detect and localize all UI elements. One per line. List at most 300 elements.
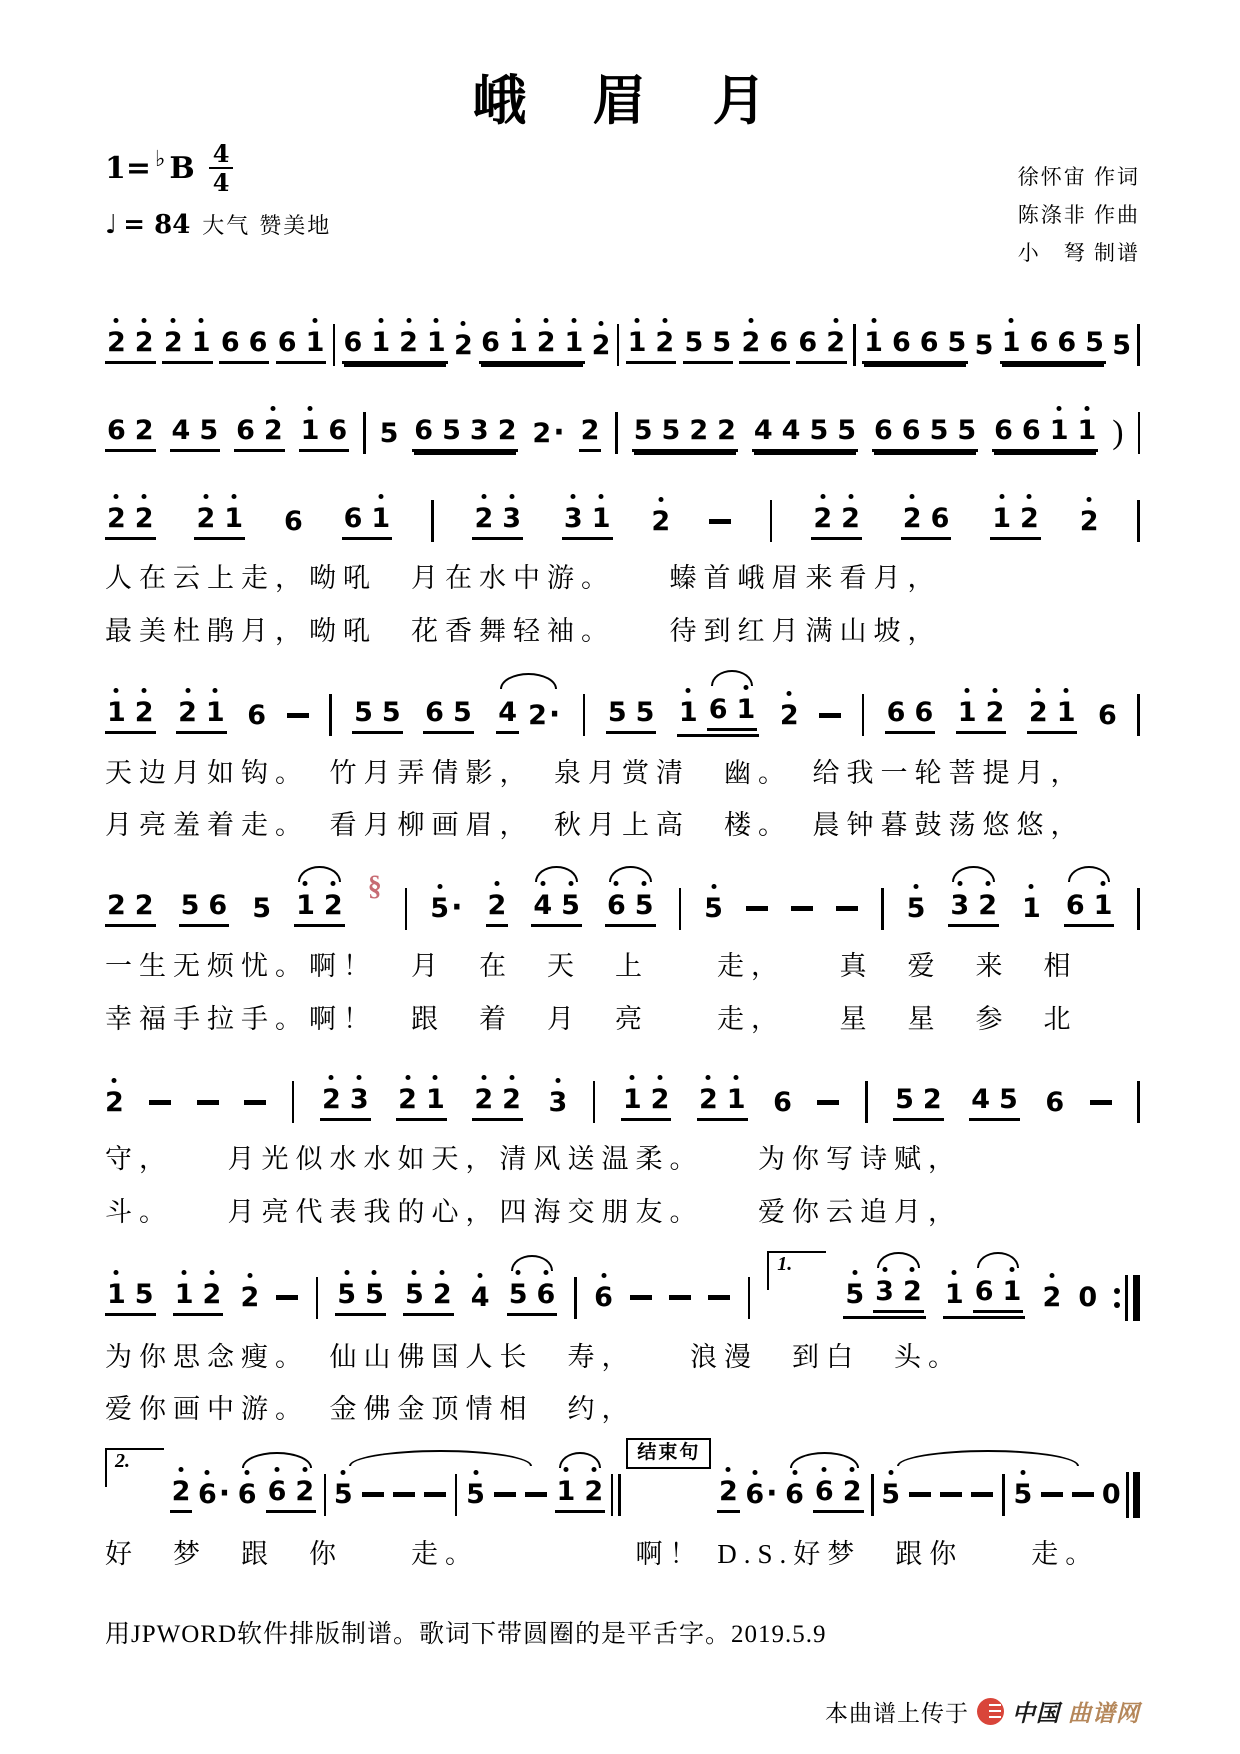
note: 2 — [263, 414, 283, 446]
beam-group — [105, 697, 156, 734]
note: 6 — [343, 502, 363, 534]
note-wrap — [175, 1279, 194, 1310]
lyric-line-2: 月亮羞着走。 看月柳画眉， 秋月上高 楼。 晨钟暮鼓荡悠悠， — [105, 810, 1085, 841]
note-wrap — [809, 415, 828, 446]
beam-group — [105, 890, 156, 927]
note-wrap — [741, 327, 760, 358]
barline — [405, 888, 408, 930]
note-wrap — [634, 415, 653, 446]
beam-group — [194, 503, 245, 540]
note: 3 — [563, 502, 583, 534]
note-wrap — [1022, 415, 1041, 446]
note-wrap — [164, 327, 183, 358]
note: 6 — [1029, 326, 1049, 358]
note-wrap — [241, 1282, 260, 1313]
note: 2 — [779, 699, 799, 731]
 — [1133, 1472, 1140, 1518]
duration-dash — [669, 1295, 691, 1300]
note-wrap — [1112, 330, 1131, 361]
beam-group — [969, 1084, 1020, 1121]
duration-dash — [709, 519, 731, 524]
rest: 0 — [1101, 1479, 1121, 1511]
note: 1 — [627, 326, 647, 358]
note: 5 — [809, 414, 829, 446]
system-8 — [105, 1441, 1140, 1581]
duration-dash — [819, 713, 841, 718]
beam-group — [562, 503, 613, 540]
upload-attribution — [825, 1695, 1140, 1728]
note-wrap — [414, 415, 433, 446]
note: 5 — [845, 1279, 865, 1311]
note: 2 — [497, 414, 517, 446]
note-wrap — [986, 697, 1005, 728]
slur-group — [1064, 890, 1115, 927]
note-wrap — [474, 503, 493, 534]
augmentation-dot: · — [553, 414, 565, 450]
note-wrap — [135, 327, 154, 358]
note-wrap — [1022, 893, 1041, 924]
note: 6 — [886, 696, 906, 728]
barline — [316, 1277, 319, 1319]
note: 2 — [202, 1279, 222, 1311]
note: 2 — [1042, 1282, 1062, 1314]
note: 1 — [107, 1279, 126, 1311]
note: 1 — [107, 696, 126, 728]
duration-dash — [362, 1492, 384, 1497]
note-wrap — [172, 1476, 191, 1507]
note-wrap — [107, 890, 126, 921]
note-wrap — [371, 503, 390, 534]
note-wrap — [380, 418, 399, 449]
note: 5 — [712, 326, 732, 358]
note-wrap — [306, 327, 325, 358]
barline — [329, 694, 332, 736]
note-wrap — [252, 893, 271, 924]
note: 2 — [698, 1083, 718, 1115]
note: 6 — [1057, 326, 1077, 358]
note: 2 — [813, 502, 833, 534]
note: 2 — [134, 502, 154, 534]
barline — [363, 412, 366, 454]
note: 2 — [399, 326, 418, 358]
note: 6 — [414, 414, 434, 446]
note-wrap — [1085, 327, 1104, 358]
barline — [615, 412, 618, 454]
beam-group — [990, 503, 1041, 540]
note: 2 — [134, 890, 154, 922]
note-wrap — [717, 415, 736, 446]
note-wrap — [509, 1279, 528, 1310]
note-wrap — [628, 327, 647, 358]
note-wrap — [454, 330, 473, 361]
note-wrap — [745, 1476, 778, 1512]
system-7 — [105, 1249, 1140, 1436]
beam-group — [717, 1476, 740, 1513]
note: 6 — [267, 1476, 287, 1508]
beam-group — [739, 327, 790, 364]
system-4 — [105, 668, 1140, 852]
barline — [324, 1474, 327, 1516]
volta-label: 2. — [105, 1448, 164, 1487]
duration-dash — [971, 1492, 993, 1497]
key-prefix: 1= — [105, 150, 152, 186]
duration-dash — [494, 1492, 516, 1497]
lyric-line-1: 守， 月光似水水如天，清风送温柔。 为你写诗赋， — [105, 1144, 962, 1175]
note-wrap — [1002, 327, 1021, 358]
note-wrap — [344, 327, 363, 358]
note: 1 — [556, 1476, 576, 1508]
note: 4 — [781, 414, 801, 446]
note-wrap — [1045, 1087, 1064, 1118]
beam-group — [105, 503, 156, 540]
note-wrap — [607, 890, 626, 921]
note-wrap — [470, 415, 489, 446]
note-wrap — [813, 503, 832, 534]
note: 2 — [717, 414, 736, 446]
barline — [574, 1277, 577, 1319]
note-wrap — [685, 327, 704, 358]
note: 5 — [881, 1479, 900, 1511]
note: 2 — [978, 890, 997, 922]
barline — [1137, 500, 1140, 542]
beam-group — [105, 327, 156, 364]
note: 6 — [283, 505, 303, 537]
note: 5 — [180, 890, 200, 922]
note: 5 — [634, 890, 654, 922]
note-wrap — [471, 1282, 490, 1313]
note-wrap — [224, 503, 243, 534]
slur-group — [507, 1279, 558, 1316]
note: 1 — [1093, 890, 1113, 922]
note-wrap — [1030, 327, 1049, 358]
note: 2 — [902, 502, 922, 534]
beam-group — [677, 694, 759, 737]
beam-group — [472, 1084, 523, 1121]
note-wrap — [978, 890, 997, 921]
note: 5 — [661, 414, 681, 446]
note: 2 — [1079, 505, 1099, 537]
note-wrap — [334, 1479, 353, 1510]
note: 1 — [944, 1279, 964, 1311]
note-wrap — [709, 694, 728, 725]
note: 2 — [718, 1476, 738, 1508]
note-wrap — [135, 503, 154, 534]
note-wrap — [208, 890, 227, 921]
final-barline — [1126, 1472, 1140, 1518]
barline — [679, 888, 682, 930]
note-wrap — [105, 1087, 124, 1118]
note: 5 — [957, 414, 977, 446]
note-wrap — [903, 503, 922, 534]
note: 2 — [432, 1279, 452, 1311]
key-tempo-block — [105, 141, 331, 240]
duration-dash — [1072, 1492, 1094, 1497]
note-wrap — [769, 327, 788, 358]
beam-group — [176, 697, 227, 734]
repeat-dots-icon — [1114, 1288, 1120, 1308]
beam-group — [893, 1084, 944, 1121]
note: 6 — [901, 414, 921, 446]
note-wrap — [785, 1479, 804, 1510]
note-wrap — [875, 1276, 894, 1307]
barline — [292, 1081, 295, 1123]
note: 5 — [337, 1279, 357, 1311]
slur-group — [707, 694, 758, 731]
note-wrap — [754, 415, 773, 446]
note-wrap — [488, 890, 507, 921]
beam-group — [342, 503, 393, 540]
note: 5 — [466, 1479, 485, 1511]
note-wrap — [798, 327, 817, 358]
note: 2 — [107, 326, 126, 358]
lyric-line-2: 爱你画中游。 金佛金顶情相 约， — [105, 1394, 636, 1425]
note: 2 — [196, 502, 216, 534]
note-wrap — [135, 1279, 154, 1310]
note: 2 — [650, 1083, 670, 1115]
augmentation-dot: · — [766, 1476, 778, 1512]
note: 5 — [974, 329, 994, 361]
slur-group — [494, 697, 562, 734]
note-wrap — [502, 1084, 521, 1115]
note-wrap — [196, 503, 215, 534]
note: 1 — [224, 502, 244, 534]
note-wrap — [107, 697, 126, 728]
note-wrap — [427, 327, 446, 358]
note-wrap — [247, 700, 266, 731]
note-wrap — [107, 327, 126, 358]
barline — [1137, 694, 1140, 736]
beam-group — [486, 890, 509, 927]
note: 1 — [726, 1083, 746, 1115]
barline — [583, 694, 586, 736]
system-2 — [105, 386, 1140, 464]
note: 6 — [919, 326, 939, 358]
note: 1 — [622, 1083, 642, 1115]
note: 4 — [470, 1282, 490, 1314]
tempo-value: = 84 — [123, 209, 191, 240]
note-wrap — [782, 415, 801, 446]
note-wrap — [328, 415, 347, 446]
 — [1125, 1275, 1128, 1321]
duration-dash — [746, 906, 768, 911]
note-wrap — [238, 1479, 257, 1510]
note-wrap — [920, 327, 939, 358]
duration-dash — [1090, 1100, 1112, 1105]
barline — [593, 1081, 596, 1123]
note-wrap — [284, 506, 303, 537]
note-wrap — [881, 1479, 900, 1510]
beam-group — [266, 1476, 317, 1513]
notes-row — [105, 386, 1140, 464]
beam-group — [626, 327, 677, 364]
beam-group — [219, 327, 270, 364]
note-wrap — [425, 697, 444, 728]
note: 5 — [906, 893, 926, 925]
note-wrap — [773, 1087, 792, 1118]
note-wrap — [295, 1476, 314, 1507]
note-wrap — [975, 330, 994, 361]
note-wrap — [945, 1279, 964, 1310]
tempo-marking — [105, 209, 331, 240]
beam-group — [403, 1279, 454, 1316]
note-wrap — [533, 890, 552, 921]
footnote-text: 用JPWORD软件排版制谱。歌词下带圆圈的是平舌字。2019.5.9 — [105, 1621, 827, 1649]
note-wrap — [350, 1084, 369, 1115]
note: 2 — [1028, 696, 1048, 728]
note-wrap — [324, 890, 343, 921]
note: 2 — [591, 329, 611, 361]
note: 1 — [992, 502, 1012, 534]
note-wrap — [365, 1279, 384, 1310]
note-wrap — [430, 890, 463, 926]
note: 4 — [171, 414, 191, 446]
slur-group — [973, 1276, 1024, 1313]
beam-group — [1027, 697, 1078, 734]
note: 6 — [1098, 699, 1117, 731]
note-wrap — [107, 415, 126, 446]
note: 6 — [891, 326, 911, 358]
note: 2 — [826, 326, 845, 358]
notes-row — [105, 862, 1140, 940]
note: 3 — [349, 1083, 369, 1115]
note: 5 — [1085, 326, 1104, 358]
beam-group — [342, 327, 448, 364]
note-wrap — [1042, 1282, 1061, 1313]
note-wrap — [737, 694, 756, 725]
note: 2 — [295, 1476, 315, 1508]
note-wrap — [236, 415, 255, 446]
note-wrap — [537, 1279, 556, 1310]
note-wrap — [561, 890, 580, 921]
note-wrap — [181, 890, 200, 921]
note: 6 — [974, 1276, 994, 1308]
beam-group — [1000, 327, 1106, 364]
note: 1 — [371, 502, 391, 534]
note: 5 — [704, 893, 723, 925]
notes-row — [105, 1249, 1140, 1331]
key-tonic: B — [169, 150, 195, 186]
note-wrap — [135, 890, 154, 921]
rest: 0 — [1078, 1282, 1098, 1314]
beam-group — [943, 1276, 1025, 1319]
note-wrap — [689, 415, 708, 446]
note: 1 — [564, 326, 584, 358]
note: 2 — [487, 890, 507, 922]
note: 3 — [502, 502, 522, 534]
note-wrap — [1080, 506, 1099, 537]
page-title: 峨 眉 月 — [472, 71, 773, 131]
volta-label: 1. — [767, 1251, 826, 1290]
note-wrap — [581, 415, 600, 446]
note: 1 — [174, 1279, 194, 1311]
note: 1 — [957, 696, 977, 728]
note-wrap — [914, 697, 933, 728]
flat-icon: ♭ — [155, 146, 166, 173]
note-wrap — [655, 327, 674, 358]
beam-group — [843, 1276, 925, 1319]
note: 1 — [864, 326, 883, 358]
lyric-line-1: 人在云上走，呦吼 月在水中游。 螓首峨眉来看月， — [105, 563, 942, 594]
note-wrap — [592, 330, 611, 361]
beam-group — [811, 503, 862, 540]
note: 2 — [655, 326, 675, 358]
transcriber-credit: 小 弩 制谱 — [1017, 240, 1140, 265]
note: 6 — [247, 699, 267, 731]
note: 2 — [842, 1476, 862, 1508]
note-wrap — [1057, 697, 1076, 728]
note: 6 — [1021, 414, 1041, 446]
note-wrap — [203, 1279, 222, 1310]
duration-dash — [244, 1100, 266, 1105]
slur-group — [879, 1474, 1096, 1516]
beam-group — [105, 415, 156, 452]
note: 2 — [922, 1083, 942, 1115]
note: 5 — [379, 417, 399, 449]
note: 6 — [708, 693, 728, 725]
note-wrap — [651, 1084, 670, 1115]
beam-group — [412, 415, 518, 452]
slur-group — [236, 1476, 318, 1513]
note-wrap — [1094, 890, 1113, 921]
beam-group — [683, 327, 734, 364]
note-wrap — [903, 1276, 922, 1307]
duration-dash — [836, 906, 858, 911]
duration-dash — [708, 1295, 730, 1300]
beam-group — [396, 1084, 447, 1121]
note-wrap — [371, 327, 390, 358]
note-wrap — [874, 415, 893, 446]
composer-credit: 陈涤非 作曲 — [1017, 202, 1140, 227]
note-wrap — [837, 415, 856, 446]
note: 6 — [220, 326, 240, 358]
note: 6 — [1045, 1086, 1065, 1118]
note: 3 — [875, 1276, 894, 1308]
note: 2 — [323, 890, 343, 922]
site-name-brown: 曲谱网 — [1068, 1700, 1140, 1726]
barline — [865, 1081, 868, 1123]
note: 5 — [365, 1279, 384, 1311]
note-wrap — [509, 327, 528, 358]
note-wrap — [442, 415, 461, 446]
beam-group — [234, 415, 285, 452]
note: 6 — [107, 414, 126, 446]
duration-dash — [149, 1100, 171, 1105]
barline — [431, 500, 434, 542]
note: 2 — [171, 1476, 191, 1508]
note-wrap — [172, 415, 191, 446]
note: 2 — [689, 414, 709, 446]
note: 6 — [785, 1479, 804, 1511]
note-wrap — [712, 327, 731, 358]
note: 1 — [305, 326, 325, 358]
note: 1 — [300, 414, 320, 446]
lyric-line-1: 一生无烦忧。啊！ 月 在 天 上 走， 真 爱 来 相 — [105, 950, 1078, 981]
note: 6 — [930, 502, 950, 534]
duration-dash — [817, 1100, 839, 1105]
note: 6 — [798, 326, 818, 358]
note-wrap — [268, 1476, 287, 1507]
duration-dash — [940, 1492, 962, 1497]
note-wrap — [564, 503, 583, 534]
repeat-end-barline — [1114, 1275, 1140, 1321]
note: 5 — [607, 696, 627, 728]
duration-dash — [393, 1492, 415, 1497]
double-barline — [611, 1474, 621, 1516]
note-wrap — [815, 1476, 834, 1507]
note: 1 — [426, 326, 446, 358]
note: 2 — [532, 417, 552, 449]
note: 2 — [163, 326, 183, 358]
